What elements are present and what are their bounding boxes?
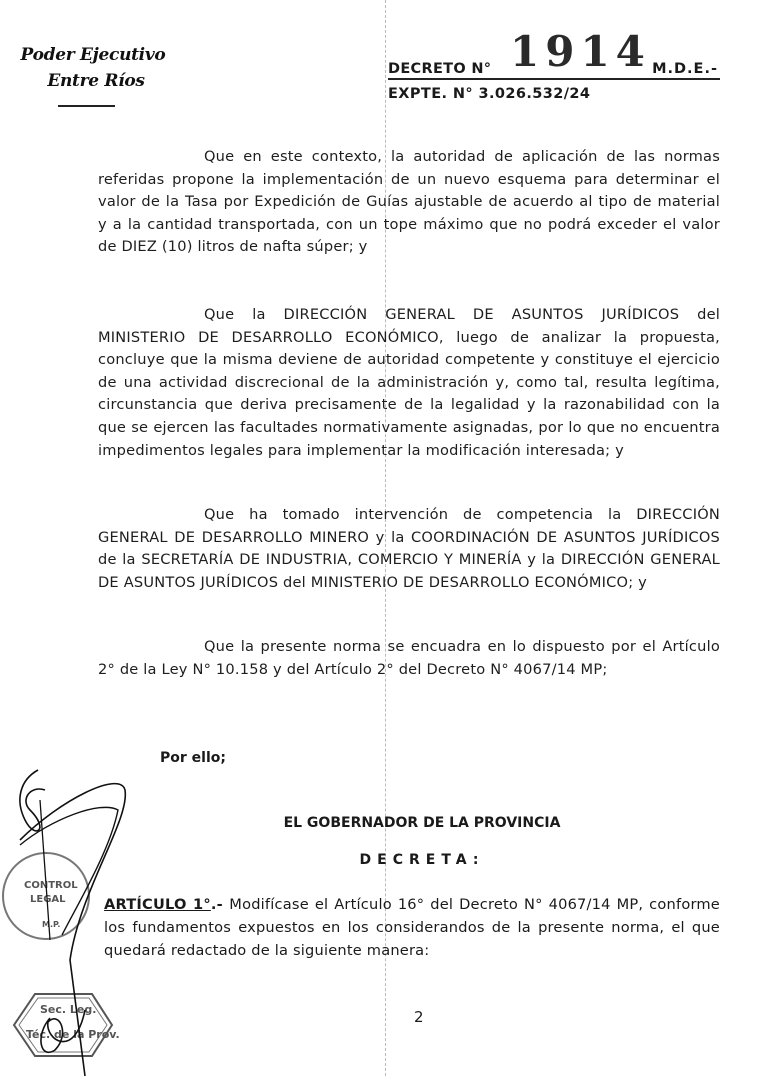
letterhead-rule bbox=[58, 105, 115, 107]
paragraph-text: Que la DIRECCIÓN GENERAL DE ASUNTOS JURÍDICOS del MINISTERIO DE DESARROLLO ECONÓMICO, luego de analizar la propuesta, concluye que la misma deviene de autoridad competente y constituye el ejercicio de una actividad discrecional de la administración y, como tal, resulta legítima, circunstancia que deriva precisamente de la legalidad y la razonabilidad con la que se ejercen las facultades normativamente asignadas, por lo que no encuentra impedimentos legales para implementar la modificación interesada; y bbox=[98, 306, 720, 459]
article-text: Modifícase el Artículo 16° del Decreto N° 4067/14 MP, conforme los fundamentos expuestos en los considerandos de la presente norma, el que quedará redactado de la siguiente manera: bbox=[104, 896, 720, 959]
decree-number: 1914 bbox=[510, 27, 651, 76]
page-number: 2 bbox=[414, 1008, 424, 1026]
control-legal-stamp bbox=[2, 852, 90, 940]
stamp-legislative-line2: Téc. de la Prov. bbox=[26, 1028, 120, 1041]
paragraph-intervention bbox=[98, 504, 720, 594]
stamp-control-line2: LEGAL bbox=[30, 894, 66, 905]
stamp-control-org: M.P. bbox=[42, 920, 61, 929]
paragraph-legal-review bbox=[98, 304, 720, 462]
article-label: ARTÍCULO 1° bbox=[104, 896, 211, 913]
paragraph-legal-basis bbox=[98, 636, 720, 681]
decree-label: DECRETO N° bbox=[388, 61, 492, 77]
paragraph-text: Que ha tomado intervención de competencia la DIRECCIÓN GENERAL DE DESARROLLO MINERO y la COORDINACIÓN DE ASUNTOS JURÍDICOS de la SECRETARÍA DE INDUSTRIA, COMERCIO Y MINERÍA y la DIRECCIÓN GENERAL DE ASUNTOS JURÍDICOS del MINISTERIO DE DESARROLLO ECONÓMICO; y bbox=[98, 506, 720, 591]
letterhead-line2: Entre Ríos bbox=[47, 71, 145, 91]
governor-heading: EL GOBERNADOR DE LA PROVINCIA bbox=[283, 815, 561, 831]
paragraph-context bbox=[98, 146, 720, 259]
article-1 bbox=[104, 893, 720, 962]
por-ello: Por ello; bbox=[160, 750, 226, 766]
letterhead-line1: Poder Ejecutivo bbox=[20, 45, 166, 65]
paragraph-text: Que en este contexto, la autoridad de aplicación de las normas referidas propone la implementación de un nuevo esquema para determinar el valor de la Tasa por Expedición de Guías ajustable de acuerdo al tipo de material y a la cantidad transportada, con un tope máximo que no podrá exceder el valor de DIEZ (10) litros de nafta súper; y bbox=[98, 148, 720, 256]
stamp-legislative-line1: Sec. Leg. bbox=[40, 1003, 97, 1016]
expediente-number: EXPTE. N° 3.026.532/24 bbox=[388, 86, 591, 102]
paragraph-text: Que la presente norma se encuadra en lo dispuesto por el Artículo 2° de la Ley N° 10.158 y del Artículo 2° del Decreto N° 4067/14 MP; bbox=[98, 638, 720, 678]
stamp-control-line1: CONTROL bbox=[24, 880, 78, 891]
decree-header bbox=[388, 22, 720, 102]
legislative-stamp-icon bbox=[10, 990, 115, 1060]
decree-ministry: M.D.E.- bbox=[652, 61, 718, 77]
decree-line bbox=[388, 22, 720, 80]
decreta-heading: DECRETA: bbox=[359, 852, 485, 868]
letterhead bbox=[18, 42, 168, 94]
article-separator: .- bbox=[210, 896, 230, 913]
